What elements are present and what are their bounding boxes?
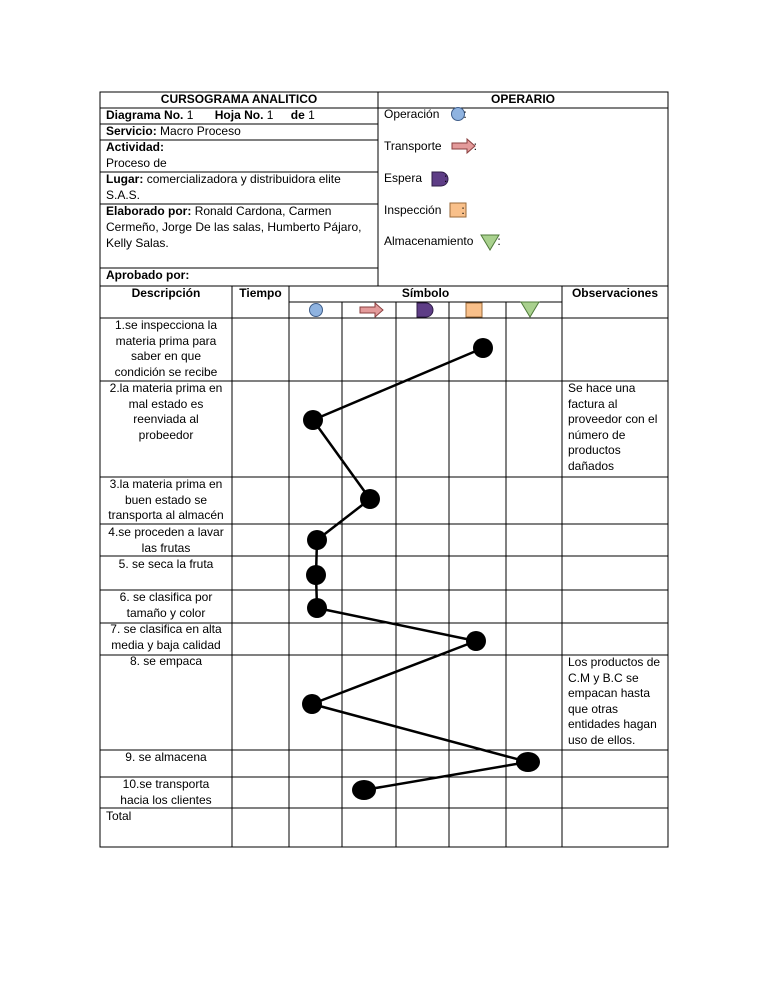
process-dot <box>307 598 327 618</box>
col-observations: Observaciones <box>571 286 659 300</box>
made-by-value: Ronald Cardona, Carmen <box>194 204 332 218</box>
triangle-icon <box>521 302 539 317</box>
process-path-line <box>312 348 528 790</box>
process-dot <box>307 530 327 550</box>
row-description: 8. se empaca <box>129 654 203 668</box>
activity-label: Actividad: <box>106 140 165 154</box>
legend-storage: Almacenamiento : <box>384 234 501 248</box>
row-description: 6. se clasifica por tamaño y color <box>119 590 213 620</box>
circle-icon <box>310 304 323 317</box>
approved-label: Aprobado por: <box>106 268 190 282</box>
process-dot <box>306 565 326 585</box>
legend-operation: Operación : <box>384 107 467 121</box>
row-description: 3.la materia prima en buen estado se transporta al almacén <box>108 477 224 522</box>
place-value: comercializadora y distribuidora elite <box>146 172 341 186</box>
col-description: Descripción <box>131 286 201 300</box>
sheet-value: 1 <box>266 108 274 122</box>
legend-inspection: Inspección : <box>384 203 465 217</box>
made-by-label: Elaborado por: <box>106 204 192 218</box>
delay-icon <box>417 303 433 317</box>
made-by-value-2: Cermeño, Jorge De las salas, Humberto Pájaro, <box>106 220 362 234</box>
chart-title: CURSOGRAMA ANALITICO <box>160 92 318 106</box>
process-dot <box>303 410 323 430</box>
process-dot <box>302 694 322 714</box>
legend-wait: Espera : <box>384 171 448 185</box>
process-dot <box>473 338 493 358</box>
diagram-label: Diagrama No. <box>106 108 184 122</box>
process-dot <box>352 780 376 800</box>
row-observation: Los productos de C.M y B.C se empacan hasta que otras entidades hagan uso de ellos. <box>568 655 661 747</box>
row-description: 9. se almacena <box>125 750 207 764</box>
row-description: 7. se clasifica en alta media y baja calidad <box>110 622 222 652</box>
place-label: Lugar: <box>106 172 144 186</box>
row-description: 4.se proceden a lavar las frutas <box>108 525 224 555</box>
col-symbol: Símbolo <box>401 286 450 300</box>
arrow-icon <box>360 303 383 317</box>
activity-value: Proceso de <box>106 156 167 170</box>
made-by-value-3: Kelly Salas. <box>106 236 169 250</box>
row-description: 1.se inspecciona la materia prima para saber en que condición se recibe <box>114 318 218 379</box>
col-time: Tiempo <box>239 286 282 300</box>
of-value: 1 <box>308 108 315 122</box>
sheet-label: Hoja No. <box>214 108 264 122</box>
operator-title: OPERARIO <box>490 92 555 106</box>
row-description: 5. se seca la fruta <box>118 557 214 571</box>
place-value-cont: S.A.S. <box>106 188 141 202</box>
of-label: de <box>290 108 305 122</box>
service-label: Servicio: <box>106 124 157 138</box>
made-by-row <box>106 204 331 220</box>
legend-transport: Transporte : <box>384 139 477 153</box>
process-dot <box>516 752 540 772</box>
process-dot <box>360 489 380 509</box>
row-description: 10.se transporta hacia los clientes <box>120 777 212 807</box>
row-description: 2.la materia prima en mal estado es reenviada al probeedor <box>109 381 223 442</box>
square-icon <box>466 303 482 317</box>
service-row <box>106 124 241 140</box>
row-observation: Se hace una factura al proveedor con el número de productos dañados <box>568 381 658 473</box>
place-row <box>106 172 341 188</box>
service-value: Macro Proceso <box>160 124 241 138</box>
process-dot <box>466 631 486 651</box>
diagram-value: 1 <box>186 108 194 122</box>
total-label: Total <box>106 809 132 823</box>
diagram-number-row <box>106 108 315 124</box>
